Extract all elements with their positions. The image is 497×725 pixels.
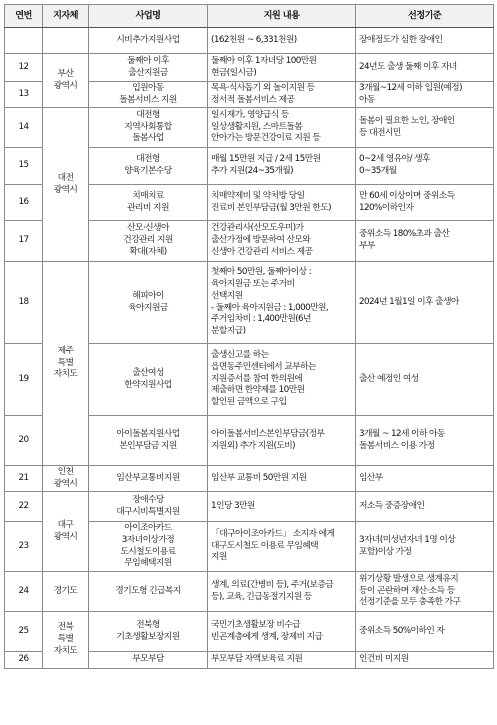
row-no: 16 xyxy=(5,185,43,221)
header-content: 지원 내용 xyxy=(208,5,356,28)
table-row xyxy=(5,54,494,82)
row-content: 첫째아 50만원, 둘째아이상 : 육아지원금 또는 주거비 선택지원 - 둘째아 육아지원금 : 1,000만원, 주거임차비 : 1,400만원(6년 분할지급) xyxy=(208,262,356,344)
row-content: 건강관리사(산모도우미)가 출산가정에 방문하여 산모와 신생아 건강관리 서비스 제공 xyxy=(208,221,356,262)
row-program: 대전형 양육기본수당 xyxy=(89,148,208,185)
row-program: 대전형 지역사회통합 돌봄사업 xyxy=(89,108,208,148)
row-program: 산모·신생아 건강관리 지원 확대(자체) xyxy=(89,221,208,262)
row-program: 입원아동 돌봄서비스 지원 xyxy=(89,82,208,108)
row-no: 19 xyxy=(5,344,43,416)
row-program: 치매치료 관리비 지원 xyxy=(89,185,208,221)
row-content: 생계, 의료(간병비 등), 주거(보증금 등), 교육, 긴급동절기지원 등 xyxy=(208,572,356,612)
row-program: 해피아이 육아지원금 xyxy=(89,262,208,344)
row-program: 아이돌봄지원사업 본인부담금 지원 xyxy=(89,416,208,466)
row-content: 부모부담 자액보육료 지원 xyxy=(208,652,356,669)
row-content: 1인당 3만원 xyxy=(208,492,356,522)
row-no: 14 xyxy=(5,108,43,148)
row-program: 전북형 기초생활보장지원 xyxy=(89,612,208,652)
row-no: 22 xyxy=(5,492,43,522)
row-criteria: 출산 예정인 여성 xyxy=(356,344,494,416)
row-program: 출산여성 한약지원사업 xyxy=(89,344,208,416)
row-region: 대전 광역시 xyxy=(43,108,89,262)
row-content: 목욕·식사돕기 외 놀이지원 등 정서적 돌봄서비스 제공 xyxy=(208,82,356,108)
row-program: 임산부교통비지원 xyxy=(89,466,208,492)
row-criteria: 위기상황 발생으로 생계유지 등이 곤란하며 재산·소득 등 선정기준을 모두 충족한 가구 xyxy=(356,572,494,612)
row-no: 23 xyxy=(5,522,43,572)
row-criteria: 인건비 미지원 xyxy=(356,652,494,669)
row-program: 장애수당 대구시비특별지원 xyxy=(89,492,208,522)
row-content: 아이돌봄서비스본인부담금(정부 지원외) 추가 지원(도비) xyxy=(208,416,356,466)
row-region: 부산 광역시 xyxy=(43,54,89,108)
row-criteria: 임산부 xyxy=(356,466,494,492)
table-row xyxy=(5,262,494,344)
row-no: 18 xyxy=(5,262,43,344)
row-region xyxy=(43,28,89,54)
table-header-row xyxy=(5,5,494,28)
header-no: 연번 xyxy=(5,5,43,28)
row-program: 시비추가지원사업 xyxy=(89,28,208,54)
row-content: 치매약제비 및 약처방 당일 진료비 본인부담금(월 3만원 한도) xyxy=(208,185,356,221)
row-no: 17 xyxy=(5,221,43,262)
row-no: 21 xyxy=(5,466,43,492)
support-program-table xyxy=(4,4,494,669)
row-criteria: 중위소득 50%이하인 자 xyxy=(356,612,494,652)
row-content: 임산부 교통비 50만원 지원 xyxy=(208,466,356,492)
table-row xyxy=(5,612,494,652)
row-content: 「대구아이조아카드」 소지자 에게 대구도시철도 이용료 무임혜택 지원 xyxy=(208,522,356,572)
row-no: 13 xyxy=(5,82,43,108)
row-program: 아이조아카드 3자녀이상가정 도시철도이용료 무임혜택지원 xyxy=(89,522,208,572)
row-criteria: 2024년 1월1일 이후 출생아 xyxy=(356,262,494,344)
header-region: 지자체 xyxy=(43,5,89,28)
table-row xyxy=(5,28,494,54)
row-no: 26 xyxy=(5,652,43,669)
row-no: 15 xyxy=(5,148,43,185)
table-row xyxy=(5,572,494,612)
row-content: 둘째아 이후 1자녀당 100만원 현금(일시금) xyxy=(208,54,356,82)
row-program: 부모부담 xyxy=(89,652,208,669)
row-content: 일시재가, 영양급식 등 일상생활지원, 스마트돌봄 안아가는 방문건강이료 지원 등 xyxy=(208,108,356,148)
row-program: 둘째아 이후 출산지원금 xyxy=(89,54,208,82)
row-criteria: 3자녀(미성년자녀 1명 이상 포함)이상 가정 xyxy=(356,522,494,572)
row-content: 출생신고를 하는 읍면동주민센터에서 교부하는 지원증서를 참여 한의원에 제출하면 한약제를 10만원 할인된 금액으로 구입 xyxy=(208,344,356,416)
header-criteria: 선정기준 xyxy=(356,5,494,28)
row-content: (162천원 ~ 6,331천원) xyxy=(208,28,356,54)
row-program: 경기도형 긴급복지 xyxy=(89,572,208,612)
row-region: 전북 특별 자치도 xyxy=(43,612,89,669)
row-no: 24 xyxy=(5,572,43,612)
row-region: 경기도 xyxy=(43,572,89,612)
row-content: 국민기초생활보장 비수급 빈곤계층에게 생계, 장제비 지급 xyxy=(208,612,356,652)
table-row xyxy=(5,492,494,522)
row-no: 25 xyxy=(5,612,43,652)
row-no xyxy=(5,28,43,54)
table-row xyxy=(5,466,494,492)
row-content: 매월 15만원 지급 / 2세 15만원 추가 지원(24~35개월) xyxy=(208,148,356,185)
row-criteria: 중위소득 180%초과 출산 부부 xyxy=(356,221,494,262)
table-row xyxy=(5,108,494,148)
row-criteria: 24년도 출생 둘째 이후 자녀 xyxy=(356,54,494,82)
row-criteria: 돌봄이 필요한 노인, 장애인 등 대전시민 xyxy=(356,108,494,148)
header-program: 사업명 xyxy=(89,5,208,28)
row-region: 제주 특별 자치도 xyxy=(43,262,89,466)
row-criteria: 장애정도가 심한 장애인 xyxy=(356,28,494,54)
row-no: 12 xyxy=(5,54,43,82)
row-region: 인천 광역시 xyxy=(43,466,89,492)
row-criteria: 0~2세 영유아/ 생후 0~35개월 xyxy=(356,148,494,185)
row-no: 20 xyxy=(5,416,43,466)
row-criteria: 3개월~12세 이하 입원(예정) 아동 xyxy=(356,82,494,108)
row-criteria: 만 60세 이상이며 중위소득 120%이하인자 xyxy=(356,185,494,221)
row-criteria: 3개월 ~ 12세 이하 아동 돌봄서비스 이용 가정 xyxy=(356,416,494,466)
row-criteria: 저소득 중증장애인 xyxy=(356,492,494,522)
row-region: 대구 광역시 xyxy=(43,492,89,572)
